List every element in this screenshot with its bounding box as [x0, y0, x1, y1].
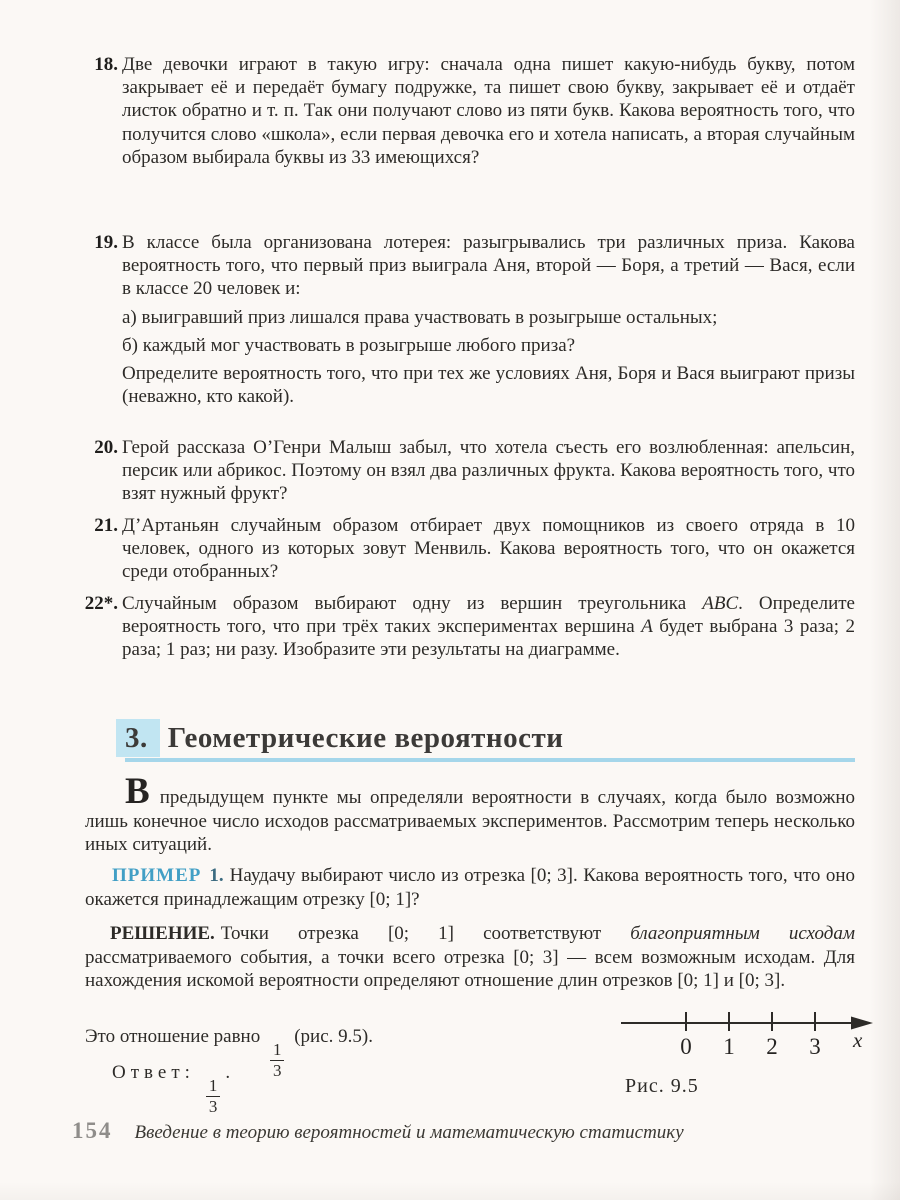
fraction-numerator: 1	[206, 1077, 221, 1097]
solution-label: РЕШЕНИЕ.	[110, 923, 215, 944]
problem-number: 22*.	[84, 593, 118, 614]
problem-item-21	[94, 514, 855, 584]
example-text: Наудачу выбирают число из отрезка [0; 3]. Какова вероятность того, что оно окажется принадлежащим отрезку [0; 1]?	[85, 865, 855, 910]
dropcap-letter: В	[125, 771, 150, 812]
problem-text-italic: ABC	[702, 593, 739, 614]
section-number: 3.	[116, 719, 160, 757]
problem-number: 18.	[94, 54, 118, 75]
solution-text: рассматриваемого события, а точки всего отрезка [0; 3] — всем возможным исходам. Для нахождения искомой вероятности определяют отношение длин отрезков [0; 1] и [0; 3].	[85, 946, 855, 991]
solution-paragraph	[85, 922, 855, 993]
problem-item-20	[94, 436, 855, 506]
tick-label-2: 2	[766, 1034, 778, 1059]
answer-suffix: .	[225, 1062, 231, 1083]
solution-text-italic: благоприятным исходам	[630, 923, 855, 944]
problem-subitem-b: б) каждый мог участвовать в розыгрыше любого приза?	[122, 334, 576, 356]
example-paragraph	[85, 864, 855, 911]
solution-text: Точки отрезка [0; 1] соответствуют	[220, 923, 631, 944]
figure-caption: Рис. 9.5	[625, 1075, 699, 1097]
fraction-denominator: 3	[272, 1060, 282, 1080]
tick-label-1: 1	[723, 1034, 735, 1059]
section-heading	[125, 722, 855, 762]
page-footer	[72, 1118, 832, 1144]
fraction-numerator: 1	[270, 1041, 285, 1061]
section-intro-text: предыдущем пункте мы определяли вероятности в случаях, когда было возможно лишь конечное число исходов рассматриваемых экспериментов. Рассмотрим теперь несколько иных ситуаций.	[85, 787, 855, 855]
page-bottom-shadow	[0, 1182, 900, 1200]
figure-9-5	[615, 1003, 883, 1108]
problem-item-18	[94, 53, 855, 169]
problem-number: 21.	[94, 515, 118, 536]
fraction-denominator: 3	[208, 1096, 218, 1116]
problem-text: . Определите вероятность того, что при трёх таких экспериментах вершина	[122, 593, 855, 638]
ratio-text-before: Это отношение равно	[85, 1026, 261, 1047]
footer-title: Введение в теорию вероятностей и математическую статистику	[134, 1122, 684, 1143]
example-number: 1.	[209, 865, 224, 886]
problem-text: Герой рассказа О’Генри Малыш забыл, что хотела съесть его возлюбленная: апельсин, персик или абрикос. Поэтому он взял два различных фрукта. Какова вероятность того, что взят нужный фрукт?	[122, 437, 855, 505]
example-label: ПРИМЕР	[112, 865, 202, 886]
ratio-text-after: (рис. 9.5).	[294, 1026, 373, 1047]
tick-label-3: 3	[809, 1034, 821, 1059]
tick-label-0: 0	[680, 1034, 692, 1059]
problem-text: будет выбрана 3 раза; 2 раза; 1 раз; ни разу. Изобразите эти результаты на диаграмме.	[122, 616, 855, 661]
number-line-axis	[615, 1003, 883, 1033]
answer-label: Ответ:	[112, 1062, 195, 1083]
axis-label-x: x	[853, 1028, 863, 1052]
problem-text: Случайным образом выбирают одну из вершин треугольника	[122, 593, 703, 614]
problem-item-22	[84, 592, 855, 662]
section-intro-paragraph	[85, 771, 855, 857]
problem-number: 19.	[94, 232, 118, 253]
problem-text-outro: Определите вероятность того, что при тех же условиях Аня, Боря и Вася выиграют призы (неважно, кто какой).	[122, 363, 855, 408]
problem-text: Две девочки играют в такую игру: сначала одна пишет какую-нибудь букву, потом закрывает её и передаёт бумагу подружке, та пишет свою букву, закрывает её и отдаёт листок обратно и т. п. Так они получают слово из пяти букв. Какова вероятность того, что получится слово «школа», если первая девочка его и хотела написать, а вторая случайным образом выбирала буквы из 33 имеющихся?	[122, 54, 855, 168]
answer-line	[112, 1062, 230, 1116]
fraction-one-third	[206, 1077, 221, 1116]
section-title: Геометрические вероятности	[167, 722, 564, 754]
problem-text-italic: A	[641, 616, 653, 638]
problem-number: 20.	[94, 437, 118, 458]
fraction-one-third	[270, 1041, 285, 1080]
problem-item-19	[94, 231, 855, 408]
page-number: 154	[72, 1118, 113, 1143]
problem-text-intro: В классе была организована лотерея: разыгрывались три различных приза. Какова вероятность того, что первый приз выиграла Аня, второй — Боря, а третий — Вася, если в классе 20 человек и:	[122, 232, 855, 300]
problem-subitem-a: а) выигравший приз лишался права участвовать в розыгрыше остальных;	[122, 306, 718, 328]
problem-text: Д’Артаньян случайным образом отбирает двух помощников из своего отряда в 10 человек, одного из которых зовут Менвиль. Какова вероятность того, что он окажется среди отобранных?	[122, 515, 855, 583]
